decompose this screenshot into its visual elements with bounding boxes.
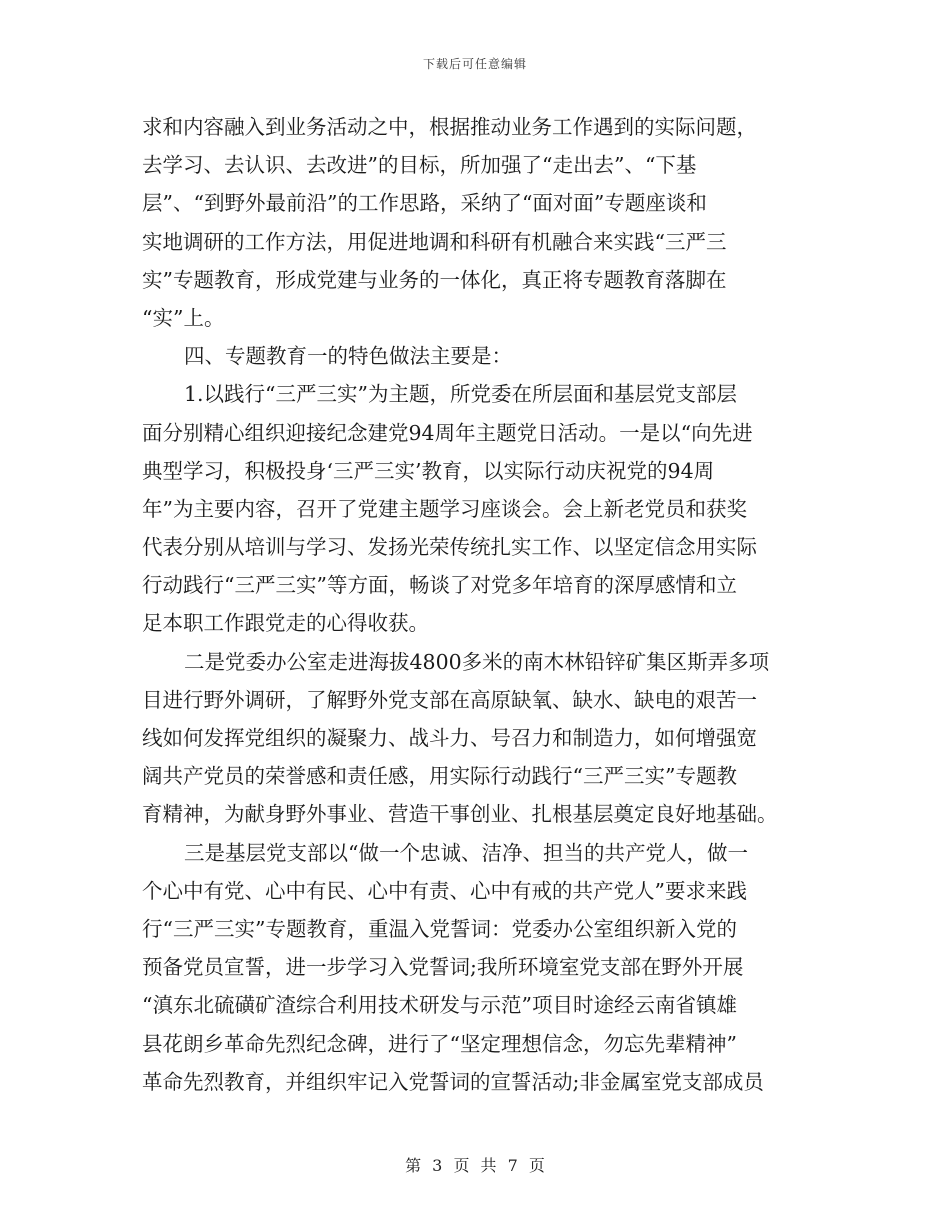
body-text-line: 县花朗乡革命先烈纪念碑，进行了“坚定理想信念，勿忘先辈精神” [142, 1031, 737, 1056]
body-text-line: 线如何发挥党组织的凝聚力、战斗力、号召力和制造力，如何增强宽 [142, 726, 757, 750]
body-text-line: 个心中有党、心中有民、心中有责、心中有戒的共产党人”要求来践 [142, 878, 747, 903]
body-text-line: 去学习、去认识、去改进”的目标，所加强了“走出去”、“下基 [142, 153, 697, 178]
body-text-line: 年”为主要内容，召开了党建主题学习座谈会。会上新老党员和获奖 [142, 496, 747, 521]
body-text-line: 革命先烈教育，并组织牢记入党誓词的宣誓活动;非金属室党支部成员 [142, 1069, 764, 1094]
body-text-line: 四、专题教育一的特色做法主要是： [184, 344, 512, 369]
page-number-footer: 第 3 页 共 7 页 [405, 1156, 545, 1175]
page-header-note: 下载后可任意编辑 [422, 57, 527, 71]
body-text-line: 1.以践行“三严三实”为主题，所党委在所层面和基层党支部层 [184, 382, 738, 407]
body-text-line: 育精神，为献身野外事业、营造干事创业、扎根基层奠定良好地基础。 [142, 802, 778, 827]
body-text-line: 阔共产党员的荣誉感和责任感，用实际行动践行“三严三实”专题教 [142, 764, 737, 789]
document-body [142, 108, 812, 1101]
body-text-line: 实地调研的工作方法，用促进地调和科研有机融合来实践“三严三 [142, 229, 727, 254]
body-text-line: 求和内容融入到业务活动之中，根据推动业务工作遇到的实际问题， [142, 115, 757, 139]
body-text-line: 层”、“到野外最前沿”的工作思路，采纳了“面对面”专题座谈和 [142, 191, 707, 216]
body-text-line: 典型学习，积极投身‘三严三实’教育，以实际行动庆祝党的94周 [142, 458, 715, 483]
body-text-line: “实”上。 [142, 305, 225, 330]
body-text-line: 足本职工作跟党走的心得收获。 [142, 611, 429, 636]
body-text-line: 行动践行“三严三实”等方面，畅谈了对党多年培育的深厚感情和立 [142, 573, 737, 598]
body-text-line: 面分别精心组织迎接纪念建党94周年主题党日活动。一是以“向先进 [142, 420, 753, 445]
body-text-line: “滇东北硫磺矿渣综合利用技术研发与示范”项目时途经云南省镇雄 [142, 993, 737, 1018]
body-text-line: 行“三严三实”专题教育，重温入党誓词：党委办公室组织新入党的 [142, 916, 737, 941]
body-text-line: 实”专题教育，形成党建与业务的一体化，真正将专题教育落脚在 [142, 267, 727, 292]
body-text-line: 代表分别从培训与学习、发扬光荣传统扎实工作、以坚定信念用实际 [142, 535, 757, 560]
body-text-line: 三是基层党支部以“做一个忠诚、洁净、担当的共产党人，做一 [184, 840, 748, 865]
body-text-line: 目进行野外调研，了解野外党支部在高原缺氧、缺水、缺电的艰苦一 [142, 687, 757, 712]
body-text-line: 二是党委办公室走进海拔4800多米的南木林铅锌矿集区斯弄多项 [184, 649, 770, 674]
body-text-line: 预备党员宣誓，进一步学习入党誓词;我所环境室党支部在野外开展 [142, 955, 744, 980]
